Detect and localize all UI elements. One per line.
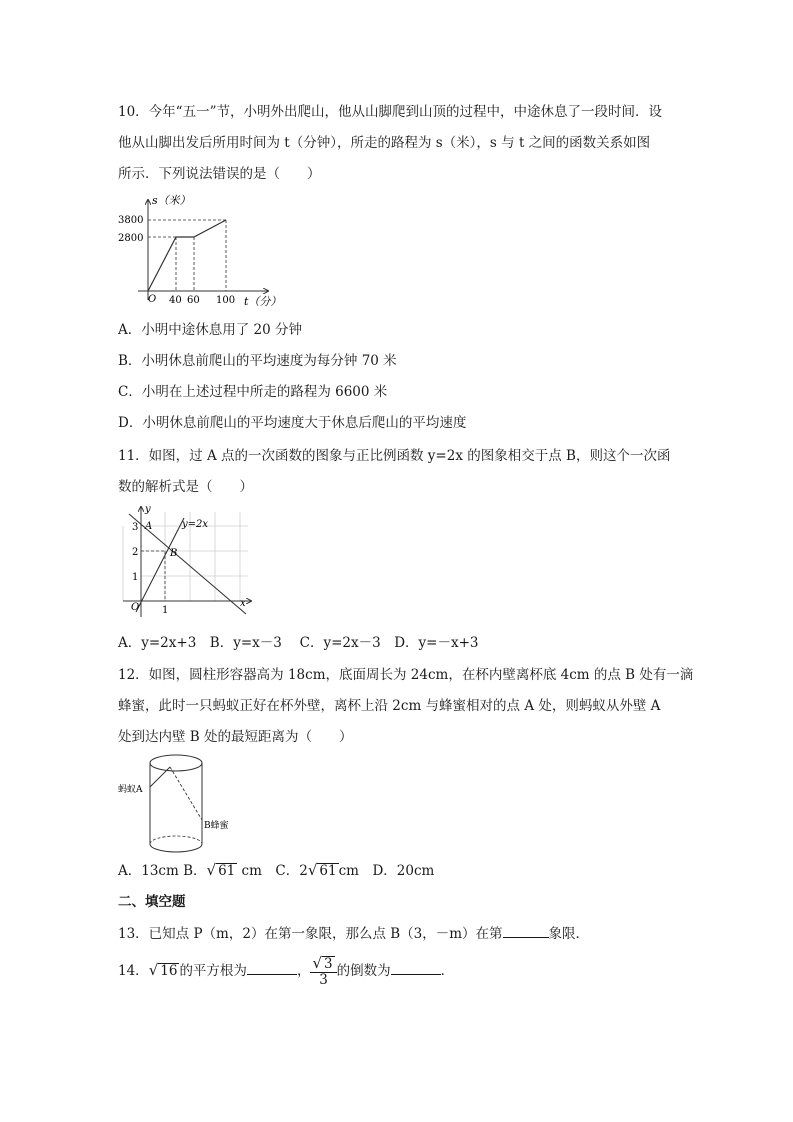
q14-text-reciprocal: 的倒数为 <box>336 963 391 979</box>
q12-option-b-radicand: 61 <box>218 863 236 879</box>
y-tick-3800: 3800 <box>118 215 144 226</box>
q14-answer-blank-1[interactable] <box>247 962 297 975</box>
q12-option-b-prefix: B． <box>183 863 207 879</box>
q13-suffix: 象限． <box>548 926 590 942</box>
x-axis-label: t（分） <box>244 295 282 308</box>
q14-prefix: 14． <box>118 963 149 979</box>
y-axis-label: s（米） <box>152 194 191 207</box>
q11-options: A．y=2x+3 B．y=x－3 C．y=2x－3 D．y=－x+3 <box>118 635 479 651</box>
q12-line-1: 12．如图，圆柱形容器高为 18cm，底面周长为 24cm，在杯内壁离杯底 4cm 的点 B 处有一滴 <box>118 667 694 683</box>
q12-line-3: 处到达内壁 B 处的最短距离为（ ） <box>118 729 353 745</box>
q14-comma: ， <box>296 963 311 979</box>
q14-line: 14．√ 16 的平方根为 ， $\frac{√ 3}{3}$ 的倒数为 ． <box>118 953 455 988</box>
q11-linear-function-graph <box>118 502 253 624</box>
line-y-2x <box>136 518 184 612</box>
point-a-label: A <box>145 521 153 532</box>
y-tick-2800: 2800 <box>118 233 144 244</box>
q12-options: A．13cm B．√ 61 cm C．2√ 61 cm D．20cm <box>118 861 435 879</box>
q14-text-square-root: 的平方根为 <box>179 963 247 979</box>
q13-prefix: 13．已知点 P（m，2）在第一象限，那么点 B（3，－m）在第 <box>118 926 503 942</box>
q10-line-2: 他从山脚出发后所用时间为 t（分钟），所走的路程为 s（米），s 与 t 之间的函数关系如图 <box>118 135 651 151</box>
origin-label: O <box>131 602 140 613</box>
q14-end: ． <box>440 963 455 979</box>
honey-label: B蜂蜜 <box>204 821 229 831</box>
q12-option-c-radicand: 61 <box>319 863 337 879</box>
q12-option-c-suffix: cm D．20cm <box>338 863 435 879</box>
q12-option-b-suffix: cm C．2 <box>237 863 308 879</box>
q14-frac-numerator: 3 <box>324 955 333 972</box>
section-title-fill-in-blank: 二、填空题 <box>118 894 186 910</box>
q10-option-b: B．小明休息前爬山的平均速度为每分钟 70 米 <box>118 353 397 369</box>
q13-answer-blank[interactable] <box>503 925 549 938</box>
ant-path-inner <box>170 767 202 820</box>
q10-option-d: D．小明休息前爬山的平均速度大于休息后爬山的平均速度 <box>118 415 467 431</box>
q10-line-3: 所示．下列说法错误的是（ ） <box>118 166 321 182</box>
q12-line-2: 蜂蜜，此时一只蚂蚁正好在杯外壁，离杯上沿 2cm 与蜂蜜相对的点 A 处，则蚂蚁从外壁 A <box>118 698 661 714</box>
x-axis-label: x <box>240 598 246 609</box>
q13-line <box>118 924 589 944</box>
q14-frac-denominator: 3 <box>319 971 328 988</box>
y-tick-1: 1 <box>132 572 139 583</box>
x-tick-60: 60 <box>187 295 200 306</box>
q12-cylinder-figure <box>118 752 230 856</box>
origin-label: O <box>148 294 157 305</box>
q12-option-a: A．13cm <box>118 863 179 879</box>
ant-path-outer <box>150 767 170 787</box>
q11-line-1: 11．如图，过 A 点的一次函数的图象与正比例函数 y=2x 的图象相交于点 B，则这个一次函 <box>118 448 671 464</box>
x-tick-100: 100 <box>216 295 236 306</box>
y-tick-2: 2 <box>132 547 139 558</box>
q10-option-a: A．小明中途休息用了 20 分钟 <box>118 322 303 338</box>
point-b-label: B <box>170 548 178 559</box>
x-tick-40: 40 <box>169 295 182 306</box>
distance-line <box>148 220 226 291</box>
x-tick-1: 1 <box>162 605 169 616</box>
q10-distance-time-graph <box>118 190 288 312</box>
q10-option-c: C．小明在上述过程中所走的路程为 6600 米 <box>118 384 388 400</box>
q14-answer-blank-2[interactable] <box>391 962 441 975</box>
line-label-y-2x: y=2x <box>182 519 209 530</box>
ant-label: 蚂蚁A <box>118 785 143 795</box>
y-axis-label: y <box>145 504 151 515</box>
q11-line-2: 数的解析式是（ ） <box>118 479 253 495</box>
q10-line-1: 10．今年“五一”节，小明外出爬山，他从山脚爬到山顶的过程中，中途休息了一段时间．设 <box>118 104 662 120</box>
q14-radicand: 16 <box>160 963 178 979</box>
y-tick-3: 3 <box>132 522 139 533</box>
q14-fraction: $\frac{√ 3}{3}$ <box>310 956 336 988</box>
